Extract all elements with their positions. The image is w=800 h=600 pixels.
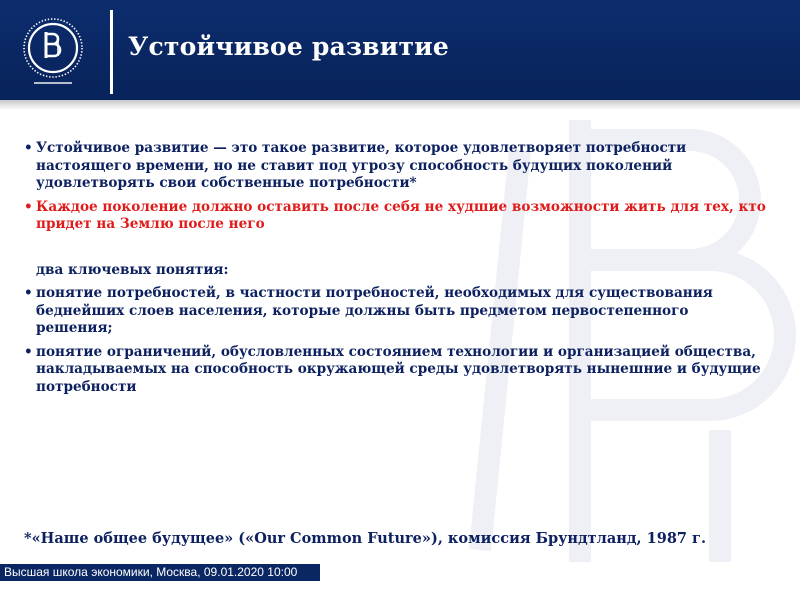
- main-content: [24, 140, 769, 402]
- bullet-needs-text: понятие потребностей, в частности потребностей, необходимых для существования беднейших слоев населения, которые должны быть предметом первостепенного решения;: [36, 285, 713, 336]
- header-divider: [110, 10, 113, 94]
- bullet-generations: [24, 199, 769, 234]
- bullet-marker: •: [24, 285, 33, 301]
- bullet-definition: [24, 140, 769, 193]
- hse-logo-icon: [18, 12, 88, 88]
- header-shadow: [0, 100, 800, 110]
- bullet-marker: •: [24, 140, 33, 156]
- bullet-marker: •: [24, 198, 33, 215]
- bullet-limits-text: понятие ограничений, обусловленных состоянием технологии и организацией общества, накладываемых на способность окружающей среды удовлетворять нынешние и будущие потребности: [36, 343, 761, 395]
- bullet-marker: •: [24, 343, 33, 360]
- bullet-definition-text: Устойчивое развитие — это такое развитие, которое удовлетворяет потребности настоящего времени, но не ставит под угрозу способность будущих поколений удовлетворять свои собственные потребности*: [36, 140, 687, 191]
- bullet-generations-text: Каждое поколение должно оставить после себя не худшие возможности жить для тех, кто придет на Землю после него: [36, 198, 766, 232]
- footer-text: Высшая школа экономики, Москва, 09.01.2020 10:00: [4, 565, 298, 579]
- footnote: *«Наше общее будущее» («Our Common Future»), комиссия Брундтланд, 1987 г.: [24, 530, 706, 547]
- subheading: два ключевых понятия:: [36, 261, 229, 278]
- bullet-needs: [24, 285, 769, 338]
- page-title: Устойчивое развитие: [128, 32, 449, 61]
- bullet-limits: [24, 344, 769, 397]
